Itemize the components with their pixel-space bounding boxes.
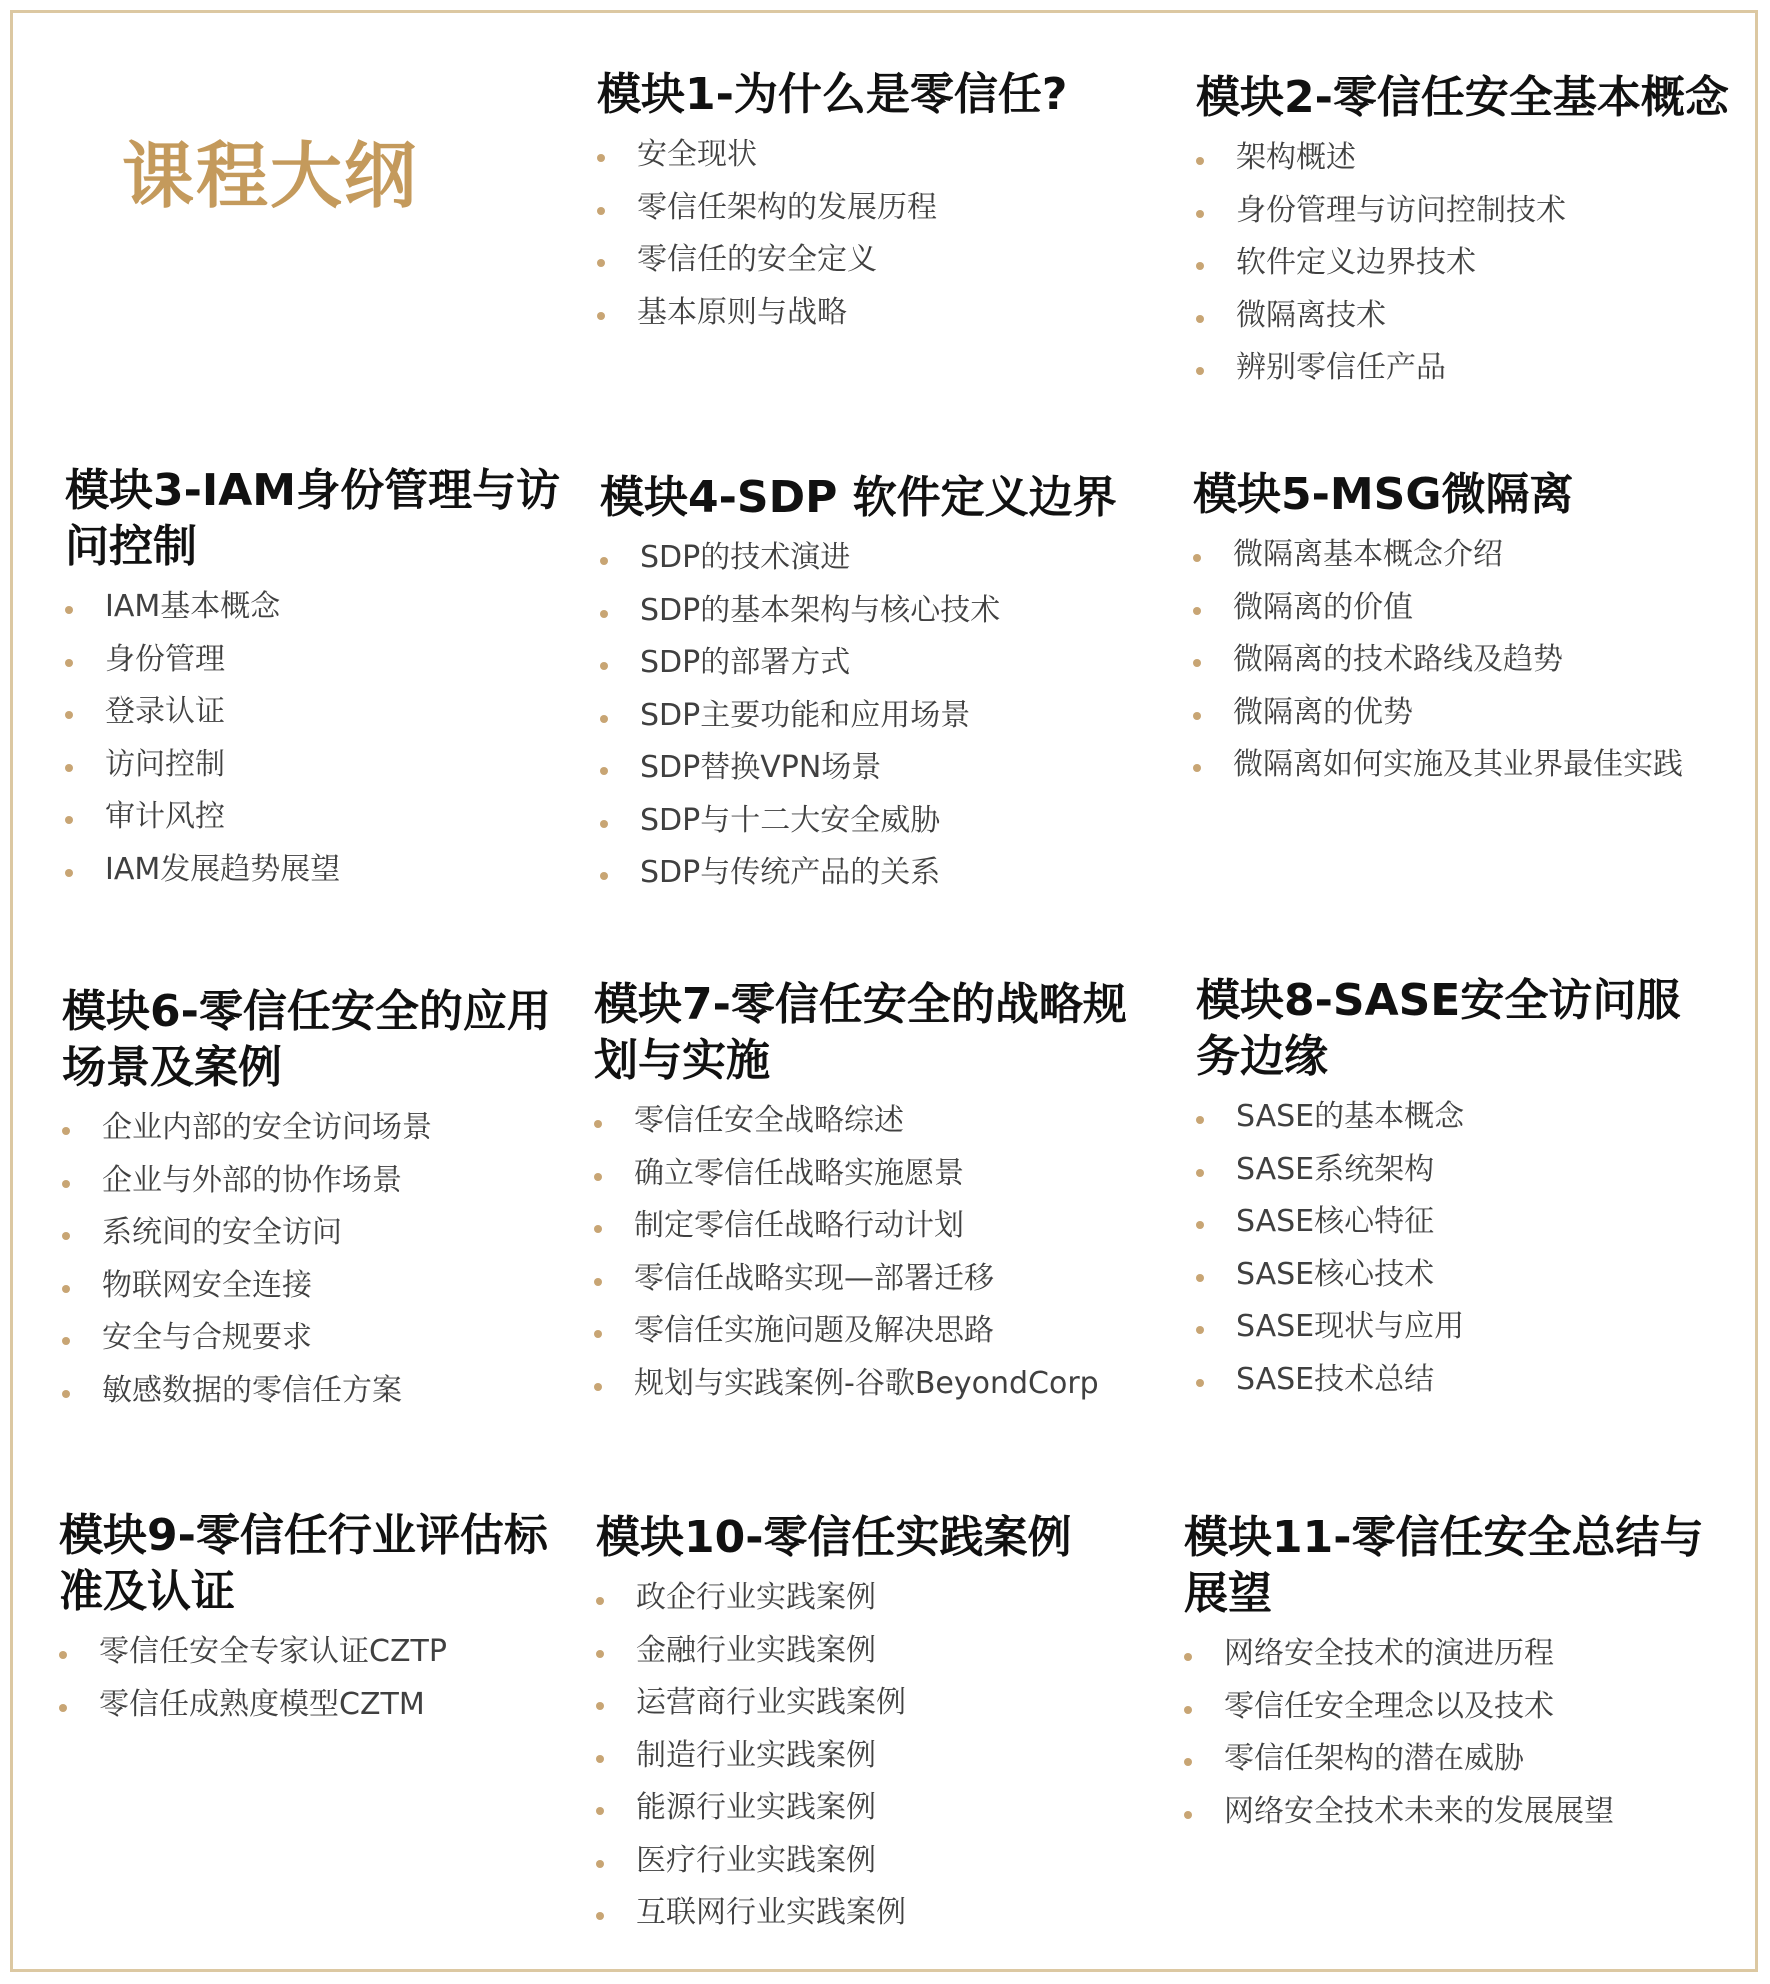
- list-item: [596, 1730, 1136, 1783]
- list-item: [62, 1365, 562, 1418]
- list-item-label: 金融行业实践案例: [636, 1632, 876, 1668]
- list-item-label: 零信任实施问题及解决思路: [634, 1313, 994, 1348]
- list-item: [62, 1260, 562, 1313]
- list-item-label: 软件定义边界技术: [1236, 245, 1476, 280]
- list-item-label: 敏感数据的零信任方案: [102, 1372, 402, 1408]
- module-8: [1196, 973, 1716, 1406]
- list-item-label: SASE现状与应用: [1236, 1309, 1465, 1344]
- module-6: [62, 984, 562, 1417]
- module-11: [1184, 1510, 1704, 1838]
- bullet-icon: [1196, 1169, 1204, 1177]
- bullet-icon: [1196, 1274, 1204, 1282]
- list-item-label: 身份管理: [105, 641, 225, 677]
- bullet-icon: [597, 207, 605, 215]
- list-item: [1196, 290, 1736, 343]
- module-3: [65, 463, 565, 896]
- bullet-icon: [1184, 1706, 1192, 1714]
- list-item-label: 零信任架构的发展历程: [637, 189, 937, 225]
- list-item-label: 制造行业实践案例: [636, 1737, 876, 1773]
- list-item-label: 零信任安全理念以及技术: [1224, 1688, 1554, 1724]
- list-item-label: 零信任架构的潜在威胁: [1224, 1741, 1524, 1776]
- module-7: [594, 977, 1164, 1410]
- list-item: [65, 844, 565, 897]
- list-item: [62, 1155, 562, 1208]
- bullet-icon: [596, 1702, 604, 1710]
- list-item-label: IAM基本概念: [105, 589, 281, 624]
- list-item-label: 互联网行业实践案例: [636, 1895, 906, 1930]
- bullet-icon: [1193, 659, 1201, 667]
- list-item: [594, 1148, 1164, 1201]
- list-item: [600, 847, 1140, 900]
- list-item-label: SDP与十二大安全威胁: [640, 802, 941, 838]
- module-1: [597, 67, 1137, 339]
- list-item-label: SASE核心特征: [1236, 1204, 1435, 1239]
- bullet-icon: [62, 1337, 70, 1345]
- list-item-label: SASE核心技术: [1236, 1256, 1435, 1292]
- bullet-icon: [1196, 315, 1204, 323]
- bullet-icon: [600, 715, 608, 723]
- list-item: [1193, 739, 1733, 792]
- bullet-icon: [65, 606, 73, 614]
- bullet-icon: [62, 1390, 70, 1398]
- list-item-label: SDP主要功能和应用场景: [640, 697, 971, 733]
- list-item-label: 基本原则与战略: [637, 294, 847, 330]
- list-item-label: 零信任成熟度模型CZTM: [99, 1686, 425, 1722]
- bullet-icon: [596, 1912, 604, 1920]
- module-title: 模块6-零信任安全的应用场景及案例: [62, 986, 551, 1093]
- bullet-icon: [594, 1225, 602, 1233]
- list-item-label: 零信任安全专家认证CZTP: [99, 1634, 447, 1669]
- list-item: [596, 1887, 1136, 1940]
- list-item: [1196, 1144, 1716, 1197]
- bullet-icon: [1196, 1221, 1204, 1229]
- list-item-label: 安全现状: [637, 137, 757, 172]
- bullet-icon: [1184, 1758, 1192, 1766]
- module-title: 模块7-零信任安全的战略规划与实施: [594, 979, 1127, 1086]
- module-title: 模块9-零信任行业评估标准及认证: [59, 1510, 548, 1617]
- bullet-icon: [600, 662, 608, 670]
- list-item-label: SDP与传统产品的关系: [640, 855, 941, 890]
- bullet-icon: [59, 1651, 67, 1659]
- list-item: [1193, 687, 1733, 740]
- bullet-icon: [1193, 554, 1201, 562]
- list-item-label: 访问控制: [105, 746, 225, 782]
- bullet-icon: [600, 557, 608, 565]
- list-item: [1193, 634, 1733, 687]
- module-item-list: [1193, 529, 1733, 792]
- list-item: [59, 1679, 559, 1732]
- list-item: [600, 637, 1140, 690]
- list-item-label: 微隔离基本概念介绍: [1233, 537, 1503, 572]
- list-item: [594, 1095, 1164, 1148]
- list-item-label: 微隔离的技术路线及趋势: [1233, 642, 1563, 677]
- list-item-label: SDP的部署方式: [640, 645, 851, 680]
- bullet-icon: [596, 1755, 604, 1763]
- list-item: [600, 585, 1140, 638]
- list-item-label: 能源行业实践案例: [636, 1790, 876, 1825]
- list-item: [1196, 1196, 1716, 1249]
- bullet-icon: [594, 1278, 602, 1286]
- bullet-icon: [596, 1650, 604, 1658]
- module-item-list: [1196, 1091, 1716, 1406]
- list-item-label: 登录认证: [105, 694, 225, 729]
- list-item-label: SDP的基本架构与核心技术: [640, 592, 1001, 628]
- module-2: [1196, 70, 1736, 395]
- list-item: [65, 581, 565, 634]
- list-item-label: 系统间的安全访问: [102, 1215, 342, 1250]
- list-item: [62, 1207, 562, 1260]
- bullet-icon: [594, 1383, 602, 1391]
- bullet-icon: [594, 1173, 602, 1181]
- module-item-list: [59, 1626, 559, 1731]
- list-item-label: 审计风控: [105, 799, 225, 834]
- bullet-icon: [1196, 1326, 1204, 1334]
- list-item-label: 安全与合规要求: [102, 1320, 312, 1355]
- list-item-label: 微隔离如何实施及其业界最佳实践: [1233, 747, 1683, 782]
- list-item-label: IAM发展趋势展望: [105, 851, 341, 887]
- list-item-label: 架构概述: [1236, 140, 1356, 175]
- bullet-icon: [65, 816, 73, 824]
- list-item-label: 确立零信任战略实施愿景: [634, 1155, 964, 1191]
- list-item-label: 企业与外部的协作场景: [102, 1162, 402, 1198]
- list-item-label: 零信任的安全定义: [637, 242, 877, 277]
- list-item: [1193, 529, 1733, 582]
- bullet-icon: [65, 659, 73, 667]
- list-item: [596, 1677, 1136, 1730]
- bullet-icon: [1184, 1811, 1192, 1819]
- list-item-label: 运营商行业实践案例: [636, 1685, 906, 1720]
- list-item-label: 零信任战略实现—部署迁移: [634, 1260, 994, 1296]
- list-item-label: 辨别零信任产品: [1236, 350, 1446, 385]
- list-item: [62, 1312, 562, 1365]
- list-item: [1184, 1681, 1704, 1734]
- bullet-icon: [62, 1232, 70, 1240]
- list-item: [1184, 1786, 1704, 1839]
- list-item: [600, 742, 1140, 795]
- list-item-label: SASE的基本概念: [1236, 1099, 1465, 1134]
- module-item-list: [65, 581, 565, 896]
- list-item-label: 企业内部的安全访问场景: [102, 1110, 432, 1145]
- list-item: [1196, 185, 1736, 238]
- list-item: [65, 686, 565, 739]
- bullet-icon: [596, 1807, 604, 1815]
- module-title: 模块4-SDP 软件定义边界: [600, 472, 1117, 523]
- module-item-list: [62, 1102, 562, 1417]
- module-title: 模块2-零信任安全基本概念: [1196, 72, 1729, 123]
- bullet-icon: [600, 610, 608, 618]
- list-item: [600, 690, 1140, 743]
- list-item: [1196, 132, 1736, 185]
- list-item: [1196, 1249, 1716, 1302]
- bullet-icon: [65, 869, 73, 877]
- list-item: [65, 791, 565, 844]
- module-title: 模块10-零信任实践案例: [596, 1512, 1072, 1563]
- bullet-icon: [65, 711, 73, 719]
- list-item-label: 规划与实践案例-谷歌BeyondCorp: [634, 1365, 1099, 1401]
- bullet-icon: [594, 1330, 602, 1338]
- bullet-icon: [65, 764, 73, 772]
- list-item: [596, 1625, 1136, 1678]
- bullet-icon: [1196, 367, 1204, 375]
- module-10: [596, 1510, 1136, 1940]
- bullet-icon: [1193, 607, 1201, 615]
- module-item-list: [1184, 1628, 1704, 1838]
- bullet-icon: [594, 1120, 602, 1128]
- bullet-icon: [600, 767, 608, 775]
- list-item-label: SDP替换VPN场景: [640, 750, 882, 785]
- list-item-label: 政企行业实践案例: [636, 1580, 876, 1615]
- list-item-label: 物联网安全连接: [102, 1267, 312, 1303]
- list-item-label: 网络安全技术的演进历程: [1224, 1636, 1554, 1671]
- list-item: [600, 795, 1140, 848]
- bullet-icon: [596, 1597, 604, 1605]
- module-item-list: [597, 129, 1137, 339]
- list-item: [1196, 342, 1736, 395]
- module-item-list: [596, 1572, 1136, 1940]
- bullet-icon: [1193, 764, 1201, 772]
- bullet-icon: [600, 872, 608, 880]
- bullet-icon: [59, 1704, 67, 1712]
- bullet-icon: [1184, 1653, 1192, 1661]
- list-item: [1184, 1628, 1704, 1681]
- list-item: [597, 234, 1137, 287]
- list-item: [1193, 582, 1733, 635]
- list-item-label: 制定零信任战略行动计划: [634, 1208, 964, 1243]
- list-item: [65, 739, 565, 792]
- bullet-icon: [1196, 1379, 1204, 1387]
- bullet-icon: [62, 1180, 70, 1188]
- bullet-icon: [597, 259, 605, 267]
- list-item: [594, 1200, 1164, 1253]
- list-item: [600, 532, 1140, 585]
- bullet-icon: [597, 312, 605, 320]
- bullet-icon: [600, 820, 608, 828]
- list-item-label: 网络安全技术未来的发展展望: [1224, 1793, 1614, 1829]
- list-item: [597, 129, 1137, 182]
- list-item: [1196, 1301, 1716, 1354]
- list-item-label: SASE系统架构: [1236, 1151, 1435, 1187]
- page-title: 课程大纲: [122, 134, 419, 218]
- bullet-icon: [1196, 157, 1204, 165]
- list-item: [65, 634, 565, 687]
- bullet-icon: [596, 1860, 604, 1868]
- module-9: [59, 1508, 559, 1731]
- list-item-label: 零信任安全战略综述: [634, 1103, 904, 1138]
- module-4: [600, 470, 1140, 900]
- module-item-list: [1196, 132, 1736, 395]
- list-item-label: SDP的技术演进: [640, 540, 851, 575]
- list-item: [594, 1305, 1164, 1358]
- list-item: [62, 1102, 562, 1155]
- list-item: [597, 182, 1137, 235]
- list-item: [1184, 1733, 1704, 1786]
- module-title: 模块8-SASE安全访问服务边缘: [1196, 975, 1681, 1082]
- bullet-icon: [62, 1285, 70, 1293]
- bullet-icon: [1196, 262, 1204, 270]
- list-item-label: SASE技术总结: [1236, 1361, 1435, 1397]
- module-item-list: [594, 1095, 1164, 1410]
- list-item: [1196, 237, 1736, 290]
- list-item-label: 身份管理与访问控制技术: [1236, 192, 1566, 228]
- module-title: 模块3-IAM身份管理与访问控制: [65, 465, 561, 572]
- module-item-list: [600, 532, 1140, 900]
- list-item: [596, 1782, 1136, 1835]
- bullet-icon: [1196, 1116, 1204, 1124]
- module-title: 模块11-零信任安全总结与展望: [1184, 1512, 1704, 1619]
- list-item-label: 微隔离的价值: [1233, 589, 1413, 625]
- list-item: [597, 287, 1137, 340]
- list-item-label: 微隔离的优势: [1233, 694, 1413, 730]
- bullet-icon: [597, 154, 605, 162]
- list-item: [1196, 1354, 1716, 1407]
- list-item: [1196, 1091, 1716, 1144]
- bullet-icon: [1193, 712, 1201, 720]
- list-item: [596, 1835, 1136, 1888]
- bullet-icon: [62, 1127, 70, 1135]
- list-item: [59, 1626, 559, 1679]
- module-5: [1193, 467, 1733, 792]
- module-title: 模块5-MSG微隔离: [1193, 469, 1574, 520]
- list-item: [594, 1253, 1164, 1306]
- list-item: [596, 1572, 1136, 1625]
- list-item-label: 微隔离技术: [1236, 297, 1386, 333]
- bullet-icon: [1196, 210, 1204, 218]
- list-item-label: 医疗行业实践案例: [636, 1842, 876, 1878]
- module-title: 模块1-为什么是零信任?: [597, 69, 1068, 120]
- list-item: [594, 1358, 1164, 1411]
